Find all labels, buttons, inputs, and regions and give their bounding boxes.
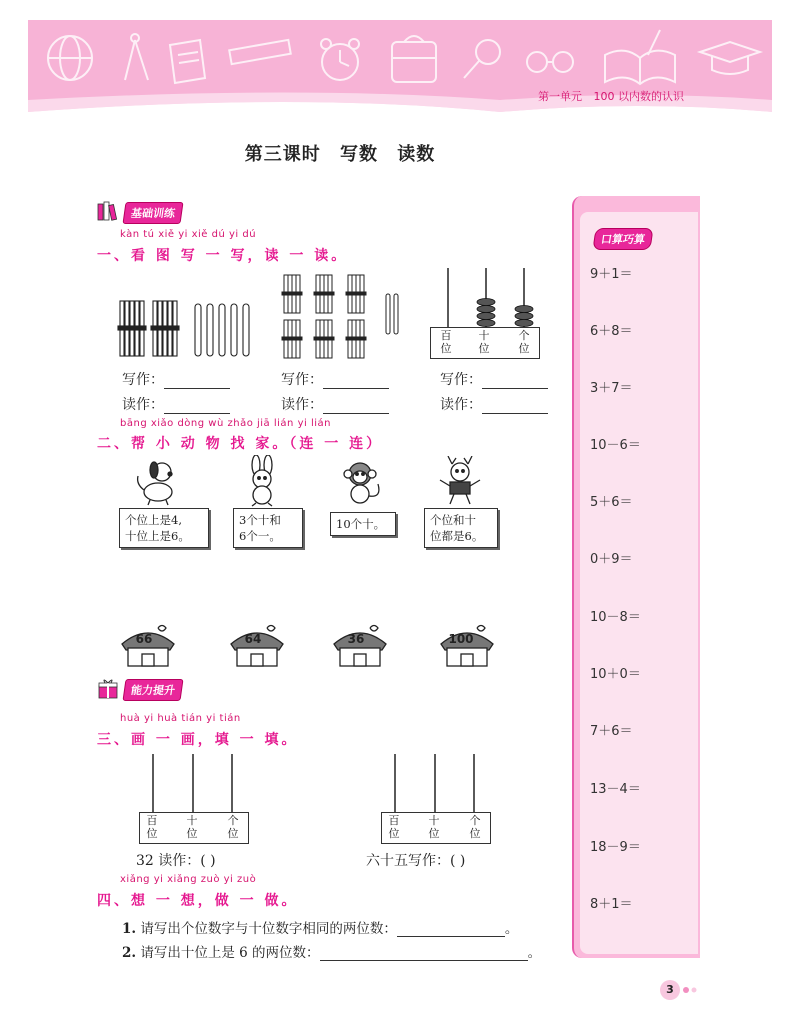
write-answer-3: 写作：	[440, 369, 548, 389]
empty-abacus-1[interactable]	[140, 754, 250, 814]
place-ones: 个 位	[518, 329, 530, 355]
animal-card-1: 个位上是4, 十位上是6。	[119, 508, 209, 548]
read-blank[interactable]	[482, 399, 548, 414]
mental-math-badge	[594, 228, 652, 250]
gift-icon	[96, 677, 122, 699]
animal-card-3: 10个十。	[330, 512, 396, 536]
place-value-box: 百 位 十 位 个 位	[139, 812, 249, 844]
house-number-2: 64	[244, 632, 262, 646]
read-32-prompt[interactable]: 32 读作：( )	[136, 853, 216, 869]
lesson-topic-read: 读数	[397, 144, 436, 165]
section2-title: 二、帮 小 动 物 找 家。（连 一 连）	[97, 436, 384, 452]
section4-title: 四、想 一 想，做 一 做。	[97, 893, 299, 909]
stick-bundles-figure-2	[280, 272, 410, 364]
calc-item: 7＋6＝	[590, 724, 633, 739]
empty-abacus-2[interactable]	[382, 754, 492, 814]
unit-label: 第一单元	[538, 90, 582, 103]
page-number: 3	[660, 980, 680, 1000]
section1-pinyin: kàn tú xiě yi xiě dú yi dú	[120, 229, 257, 240]
calc-item: 10＋0＝	[590, 667, 641, 682]
ones-beads	[515, 306, 533, 327]
calc-item: 10－8＝	[590, 610, 641, 625]
lesson-topic-write: 写数	[340, 144, 378, 165]
abacus-figure-1	[430, 268, 540, 328]
page-header	[0, 0, 800, 130]
section1-title: 一、看 图 写 一 写，读 一 读。	[97, 248, 349, 264]
section4-pinyin: xiǎng yi xiǎng zuò yi zuò	[120, 874, 257, 885]
place-value-box: 百 位 十 位 个 位	[381, 812, 491, 844]
stick-bundle	[282, 320, 302, 358]
write-65-prompt[interactable]: 六十五写作：( )	[366, 853, 466, 869]
calc-item: 10－6＝	[590, 438, 641, 453]
stick-bundle	[282, 275, 302, 313]
unit-title: 100 以内数的认识	[593, 90, 684, 103]
animal-card-2: 3个十和 6个一。	[233, 508, 303, 548]
question-1: 1. 请写出个位数字与十位数字相同的两位数： 。	[122, 921, 519, 937]
stick-bundles-figure-1	[115, 296, 255, 360]
calc-item: 6＋8＝	[590, 324, 633, 339]
write-answer-1: 写作：	[122, 369, 230, 389]
house-number-4: 100	[448, 632, 474, 646]
calc-item: 0＋9＝	[590, 552, 633, 567]
write-blank[interactable]	[323, 374, 389, 389]
header-banner	[0, 0, 800, 130]
answer-line-1[interactable]	[397, 922, 505, 937]
write-answer-2: 写作：	[281, 369, 389, 389]
read-blank[interactable]	[323, 399, 389, 414]
calc-item: 18－9＝	[590, 840, 641, 855]
ability-label: 能力提升	[122, 679, 183, 701]
calc-item: 8＋1＝	[590, 897, 633, 912]
stick-bundle	[314, 320, 334, 358]
dog-icon	[132, 458, 186, 506]
calc-item: 13－4＝	[590, 782, 641, 797]
section3-pinyin: huà yi huà tián yi tián	[120, 713, 241, 724]
calc-item: 3＋7＝	[590, 381, 633, 396]
read-blank[interactable]	[164, 399, 230, 414]
house-number-1: 66	[135, 632, 153, 646]
single-stick	[386, 294, 390, 334]
section3-title: 三、画 一 画，填 一 填。	[97, 732, 299, 748]
stick-bundle	[314, 275, 334, 313]
rabbit-icon	[240, 455, 286, 507]
lesson-title	[0, 140, 680, 166]
single-stick	[394, 294, 398, 334]
calc-item: 5＋6＝	[590, 495, 633, 510]
stick-bundle	[346, 320, 366, 358]
read-answer-3: 读作：	[440, 394, 548, 414]
place-value-box	[430, 327, 540, 359]
write-blank[interactable]	[482, 374, 548, 389]
books-icon	[96, 200, 122, 222]
page-dots-icon	[682, 984, 700, 996]
tens-beads	[477, 299, 495, 327]
place-hundreds: 百 位	[440, 329, 452, 355]
read-answer-2: 读作：	[281, 394, 389, 414]
animal-card-4: 个位和十 位都是6。	[424, 508, 498, 548]
stick-bundle	[118, 301, 146, 356]
place-tens: 十 位	[478, 329, 490, 355]
stick-bundle	[346, 275, 366, 313]
unit-heading	[538, 88, 692, 104]
read-answer-1: 读作：	[122, 394, 230, 414]
question-2: 2. 请写出十位上是 6 的两位数： 。	[122, 945, 542, 961]
deer-icon	[436, 456, 486, 506]
mental-math-label: 口算巧算	[592, 228, 653, 250]
answer-line-2[interactable]	[320, 946, 528, 961]
section2-pinyin: bāng xiǎo dòng wù zhǎo jiā lián yi lián	[120, 418, 331, 429]
monkey-icon	[340, 458, 386, 506]
basic-training-label: 基础训练	[122, 202, 183, 224]
calc-item: 9＋1＝	[590, 267, 633, 282]
lesson-number: 第三课时	[244, 144, 321, 165]
stick-bundle	[151, 301, 179, 356]
write-blank[interactable]	[164, 374, 230, 389]
single-sticks	[195, 304, 249, 356]
house-number-3: 36	[347, 632, 365, 646]
